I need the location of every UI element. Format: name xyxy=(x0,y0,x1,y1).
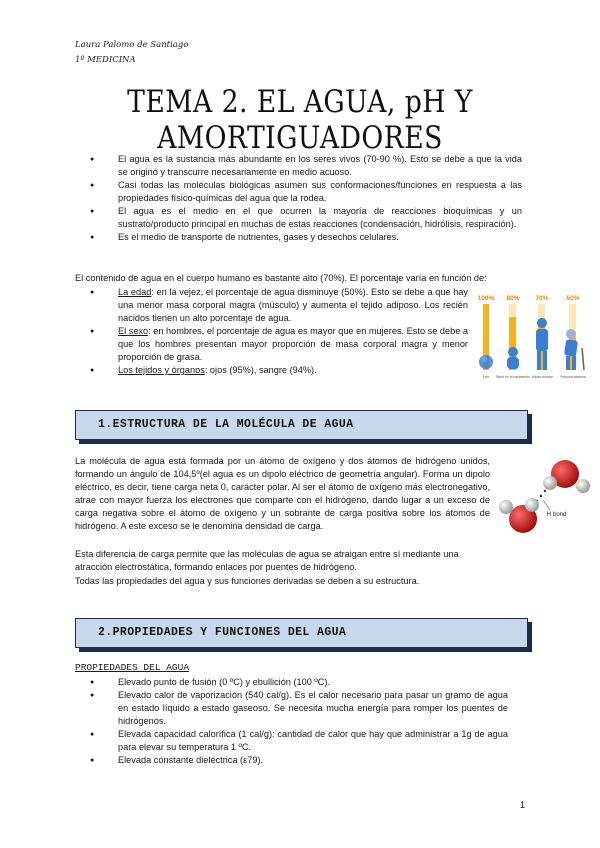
factor-item xyxy=(90,325,468,364)
section-title: 2.PROPIEDADES Y FUNCIONES DEL AGUA xyxy=(98,626,347,639)
course-label: 1º MEDICINA xyxy=(75,55,136,65)
water-content-paragraph: El contenido de agua en el cuerpo humano es bastante alto (70%). El porcentaje varía en función de: xyxy=(75,273,487,283)
caption-fetus: Feto xyxy=(482,375,490,379)
hydrogen-atom xyxy=(543,476,557,490)
section-header-structure xyxy=(75,410,528,440)
factor-label: La edad xyxy=(118,287,152,297)
intro-item: ● Es el medio de transporte de nutrientes, gases y desechos celulares. xyxy=(90,231,522,244)
intro-item: ● El agua es la sustancia más abundante en los seres vivos (70-90 %). Esto se debe a que la vida se originó y transcurre necesariamente en medio acuoso. xyxy=(90,153,522,179)
percent-label-baby: 80% xyxy=(506,295,520,302)
factor-text: : ojos (95%), sangre (94%). xyxy=(204,365,317,375)
properties-list xyxy=(90,676,508,767)
factor-item xyxy=(90,364,468,377)
caption-elder: Persona anciana xyxy=(560,375,586,379)
hydrogen-atom xyxy=(499,500,513,514)
hydrogen-atom xyxy=(525,498,539,512)
factor-label: El sexo xyxy=(118,326,149,336)
factor-item xyxy=(90,286,468,325)
intro-list xyxy=(90,153,522,244)
structure-paragraph: Todas las propiedades del agua y sus funciones derivadas se deben a su estructura. xyxy=(75,576,420,586)
structure-paragraph: Esta diferencia de carga permite que las moléculas de agua se atraigan entre sí mediante una atracción electrostática, formando enlaces por puentes de hidrógeno. xyxy=(75,549,459,572)
factor-text: : en hombres, el porcentaje de agua es mayor que en mujeres. Esto se debe a que los hombres presentan mayor proporción de masa corporal magra y menor proporción de grasa. xyxy=(118,326,468,362)
property-item: ● Elevada constante dieléctrica (ε79). xyxy=(90,754,508,767)
hydrogen-atom xyxy=(576,479,590,493)
percent-label-adult: 70% xyxy=(535,295,549,302)
age-water-figure xyxy=(472,290,590,382)
property-item: ● Elevado calor de vaporización (540 cal/g). Es el calor necesario para pasar un gramo de agua en estado líquido a estado gaseoso. Se necesita mucha energía para romper los puentes de hidrógenos. xyxy=(90,689,508,728)
elder-figure xyxy=(564,329,584,370)
percent-label-fetus: 100% xyxy=(477,295,495,302)
hydrogen-bond-dots xyxy=(536,490,546,502)
factor-label: Los tejidos y órganos xyxy=(118,365,205,375)
factors-list xyxy=(90,286,468,377)
section-header-properties xyxy=(75,618,528,648)
caption-adult: Adulto normal xyxy=(531,375,553,379)
intro-item: ● El agua es el medio en el que ocurren la mayoría de reacciones bioquímicas y un sustrato/producto principal en muchas de estas reacciones (condensación, hidrólisis, respiración). xyxy=(90,205,522,231)
fetus-figure xyxy=(479,355,493,369)
properties-subheading: PROPIEDADES DEL AGUA xyxy=(75,662,190,673)
page-title: TEMA 2. EL AGUA, pH Y AMORTIGUADORES xyxy=(127,84,473,156)
section-title: 1.ESTRUCTURA DE LA MOLÉCULA DE AGUA xyxy=(98,418,354,431)
percent-label-elder: 50% xyxy=(566,295,580,302)
property-item: ● Elevada capacidad calorífica (1 cal/g): cantidad de calor que hay que administrar a 1g de agua para elevar su temperatura 1 ºC. xyxy=(90,728,508,754)
water-molecule-figure xyxy=(495,455,595,545)
baby-figure xyxy=(507,347,519,369)
intro-item: ● Casi todas las moléculas biológicas asumen sus conformaciones/funciones en respuesta a las propiedades físico-químicas del agua que la rodea. xyxy=(90,179,522,205)
property-item: ● Elevado punto de fusión (0 ºC) y ebullición (100 ºC). xyxy=(90,676,508,689)
page-number: 1 xyxy=(519,800,525,810)
structure-paragraph: La molécula de agua está formada por un átomo de oxígeno y dos átomos de hidrógeno unidos, formando un ángulo de 104,5º(el agua es un dipolo eléctrico de geometría angular). Forma un dipolo eléctrico, es decir, tiene carga neta 0, carácter polar. Al ser el átomo de oxígeno más electronegativo, atrae con mayor fuerza los electrones que comparte con el hidrógeno, dando lugar a un exceso de carga negativa sobre el átomo de oxígeno y un sobrante de carga positiva sobre los átomos de hidrógeno. A este exceso se le denomina densidad de carga. xyxy=(75,456,490,531)
author-name: Laura Palomo de Santiago xyxy=(75,40,189,50)
hbond-pointer xyxy=(543,500,550,510)
caption-baby: Bebé en el nacimiento xyxy=(496,375,530,379)
factor-text: : en la vejez, el porcentaje de agua disminuye (50%). Esto se debe a que hay una menor masa corporal magra (músculo) y aumenta el tejido adiposo. Los recién nacidos tienen un alto porcentaje de agua. xyxy=(118,287,469,323)
hbond-label: H bond xyxy=(547,512,567,518)
